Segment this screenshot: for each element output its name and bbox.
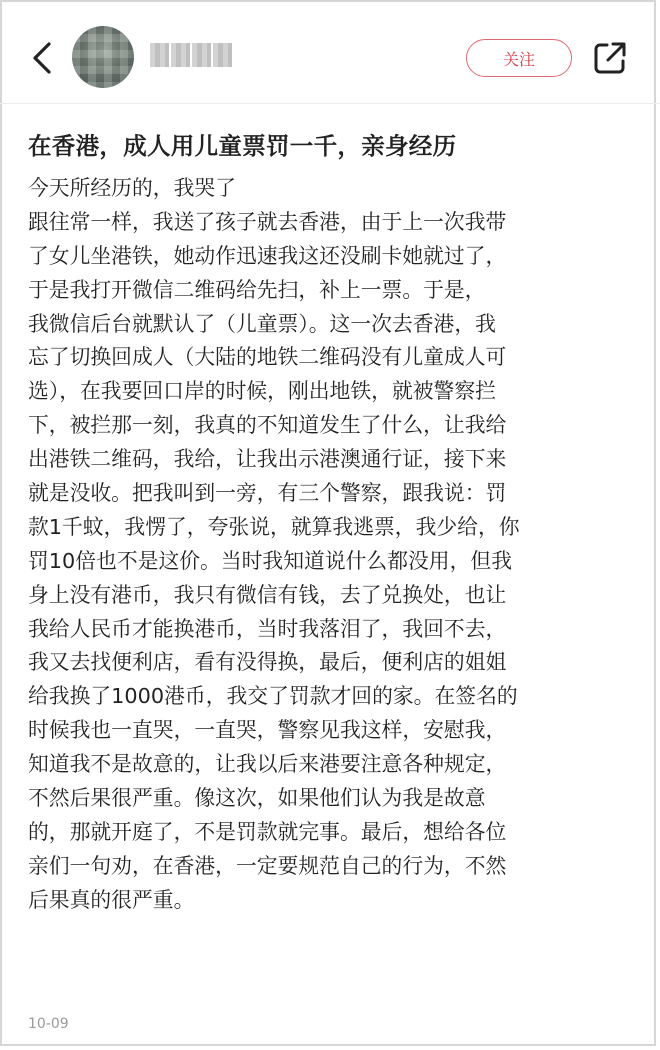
post-date: 10-09 bbox=[28, 1016, 69, 1032]
post-line: 跟往常一样，我送了孩子就去香港，由于上一次我带 bbox=[28, 209, 507, 234]
post-line: 知道我不是故意的，让我以后来港要注意各种规定， bbox=[28, 752, 507, 777]
post-line: 罚10倍也不是这价。当时我知道说什么都没用，但我 bbox=[28, 548, 512, 573]
share-icon bbox=[592, 40, 628, 76]
post-line: 我又去找便利店，看有没得换，最后，便利店的姐姐 bbox=[28, 650, 507, 675]
post-line: 出港铁二维码，我给，让我出示港澳通行证，接下来 bbox=[28, 447, 507, 472]
post-line: 身上没有港币，我只有微信有钱，去了兑换处，也让 bbox=[28, 582, 507, 607]
follow-button[interactable]: 关注 bbox=[466, 39, 572, 77]
post-line: 忘了切换回成人（大陆的地铁二维码没有儿童成人可 bbox=[28, 345, 507, 370]
share-button[interactable] bbox=[592, 40, 628, 76]
post-line: 时候我也一直哭，一直哭，警察见我这样，安慰我， bbox=[28, 718, 507, 743]
post-line: 了女儿坐港铁，她动作迅速我这还没刷卡她就过了， bbox=[28, 243, 507, 268]
post-line: 今天所经历的，我哭了 bbox=[28, 176, 236, 200]
username-blurred[interactable] bbox=[150, 43, 232, 67]
top-bar bbox=[0, 0, 660, 104]
post-line: 选），在我要回口岸的时候，刚出地铁，就被警察拦 bbox=[28, 379, 496, 404]
post-body bbox=[28, 172, 640, 918]
post-line: 后果真的很严重。 bbox=[28, 887, 195, 912]
post-line: 就是没收。把我叫到一旁，有三个警察，跟我说：罚 bbox=[28, 481, 507, 506]
post-line: 不然后果很严重。像这次，如果他们认为我是故意 bbox=[28, 786, 486, 811]
post-line: 我给人民币才能换港币，当时我落泪了，我回不去， bbox=[28, 616, 507, 641]
back-button[interactable] bbox=[22, 34, 62, 82]
avatar[interactable] bbox=[72, 26, 134, 88]
back-chevron-icon bbox=[31, 41, 53, 75]
post-line: 给我换了1000港币，我交了罚款才回的家。在签名的 bbox=[28, 684, 518, 709]
post-line: 的，那就开庭了，不是罚款就完事。最后，想给各位 bbox=[28, 819, 507, 844]
post-line: 下，被拦那一刻，我真的不知道发生了什么，让我给 bbox=[28, 413, 507, 438]
post-title: 在香港，成人用儿童票罚一千，亲身经历 bbox=[28, 132, 457, 160]
post-line: 于是我打开微信二维码给先扫，补上一票。于是， bbox=[28, 277, 486, 302]
post-line: 我微信后台就默认了（儿童票）。这一次去香港，我 bbox=[28, 311, 496, 336]
post-line: 款1千蚊，我愣了，夸张说，就算我逃票，我少给，你 bbox=[28, 514, 520, 539]
post-line: 亲们一句劝，在香港，一定要规范自己的行为，不然 bbox=[28, 853, 507, 878]
